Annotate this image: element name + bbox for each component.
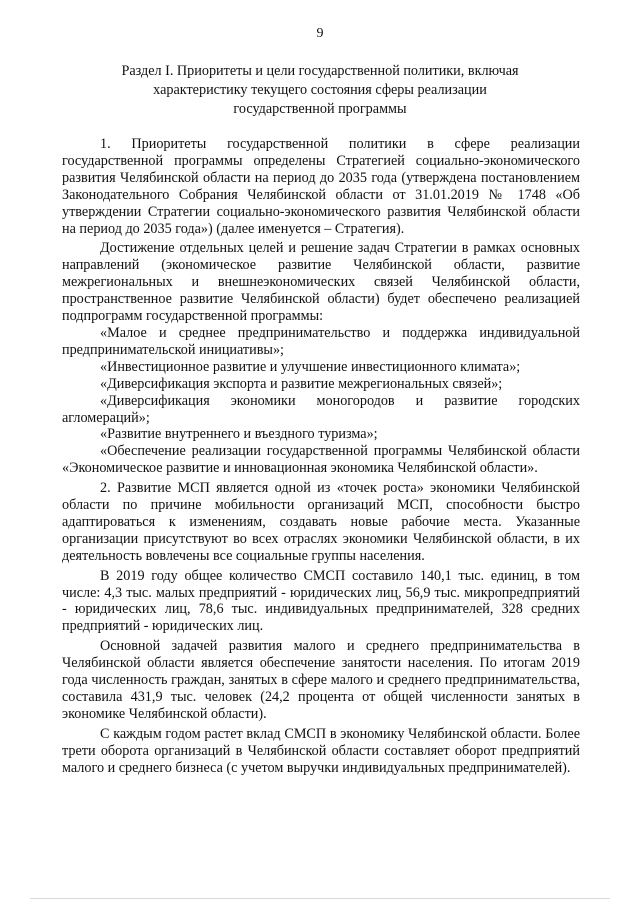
list-item-subprogram: «Малое и среднее предпринимательство и поддержка индивидуальной предпринимательской инициативы»; bbox=[62, 324, 580, 358]
list-item-subprogram: «Инвестиционное развитие и улучшение инвестиционного климата»; bbox=[100, 358, 521, 375]
section-title-line: Раздел I. Приоритеты и цели государственной политики, включая bbox=[121, 63, 519, 79]
list-item-subprogram: «Развитие внутреннего и въездного туризма»; bbox=[100, 426, 378, 443]
section-title-line: государственной программы bbox=[233, 101, 407, 117]
paragraph-smsp-contribution: С каждым годом растет вклад СМСП в экономику Челябинской области. Более трети оборота организаций в Челябинской области составляет оборот предприятий малого и среднего бизнеса (с учетом выручки индивидуальных предпринимателей). bbox=[62, 725, 580, 776]
page-bottom-divider bbox=[30, 898, 610, 899]
list-item-subprogram: «Обеспечение реализации государственной программы Челябинской области «Экономическое развитие и инновационная экономика Челябинской области». bbox=[62, 443, 580, 477]
list-item-subprogram: «Диверсификация экспорта и развитие межрегиональных связей»; bbox=[100, 375, 503, 392]
paragraph-smsp-count: В 2019 году общее количество СМСП составило 140,1 тыс. единиц, в том числе: 4,3 тыс. малых предприятий - юридических лиц, 56,9 тыс. микропредприятий - юридических лиц, 78,6 тыс. индивидуальных предпринимателей, 328 средних предприятий - юридических лиц. bbox=[62, 567, 580, 635]
section-title bbox=[90, 62, 550, 119]
page-number: 9 bbox=[316, 26, 324, 41]
body-text bbox=[62, 136, 580, 777]
paragraph-employment: Основной задачей развития малого и среднего предпринимательства в Челябинской области является обеспечение занятости населения. По итогам 2019 года численность граждан, занятых в сфере малого и среднего предпринимательства, составила 431,9 тыс. человек (24,2 процента от общей численности занятых в экономике Челябинской области). bbox=[62, 638, 580, 722]
paragraph-priorities: 1. Приоритеты государственной политики в сфере реализации государственной программы определены Стратегией социально-экономического развития Челябинской области на период до 2035 года (утверждена постановлением Законодательного Собрания Челябинской области от 31.01.2019 № 1748 «Об утверждении Стратегии социально-экономического развития Челябинской области на период до 2035 года») (далее именуется – Стратегия). bbox=[62, 136, 580, 237]
list-item-subprogram: «Диверсификация экономики моногородов и развитие городских агломераций»; bbox=[62, 392, 580, 426]
section-title-line: характеристику текущего состояния сферы реализации bbox=[153, 82, 487, 98]
paragraph-msp-development: 2. Развитие МСП является одной из «точек роста» экономики Челябинской области по причине мобильности организаций МСП, способности быстро адаптироваться к изменениям, создавать новые рабочие места. Указанные организации присутствуют во всех отраслях экономики Челябинской области, в их деятельность вовлечены все социальные группы населения. bbox=[62, 480, 580, 564]
paragraph-strategy-goals: Достижение отдельных целей и решение задач Стратегии в рамках основных направлений (экономическое развитие Челябинской области, развитие межрегиональных и внешнеэкономических связей Челябинской области, пространственное развитие Челябинской области) будет обеспечено реализацией подпрограмм государственной программы: bbox=[62, 240, 580, 325]
